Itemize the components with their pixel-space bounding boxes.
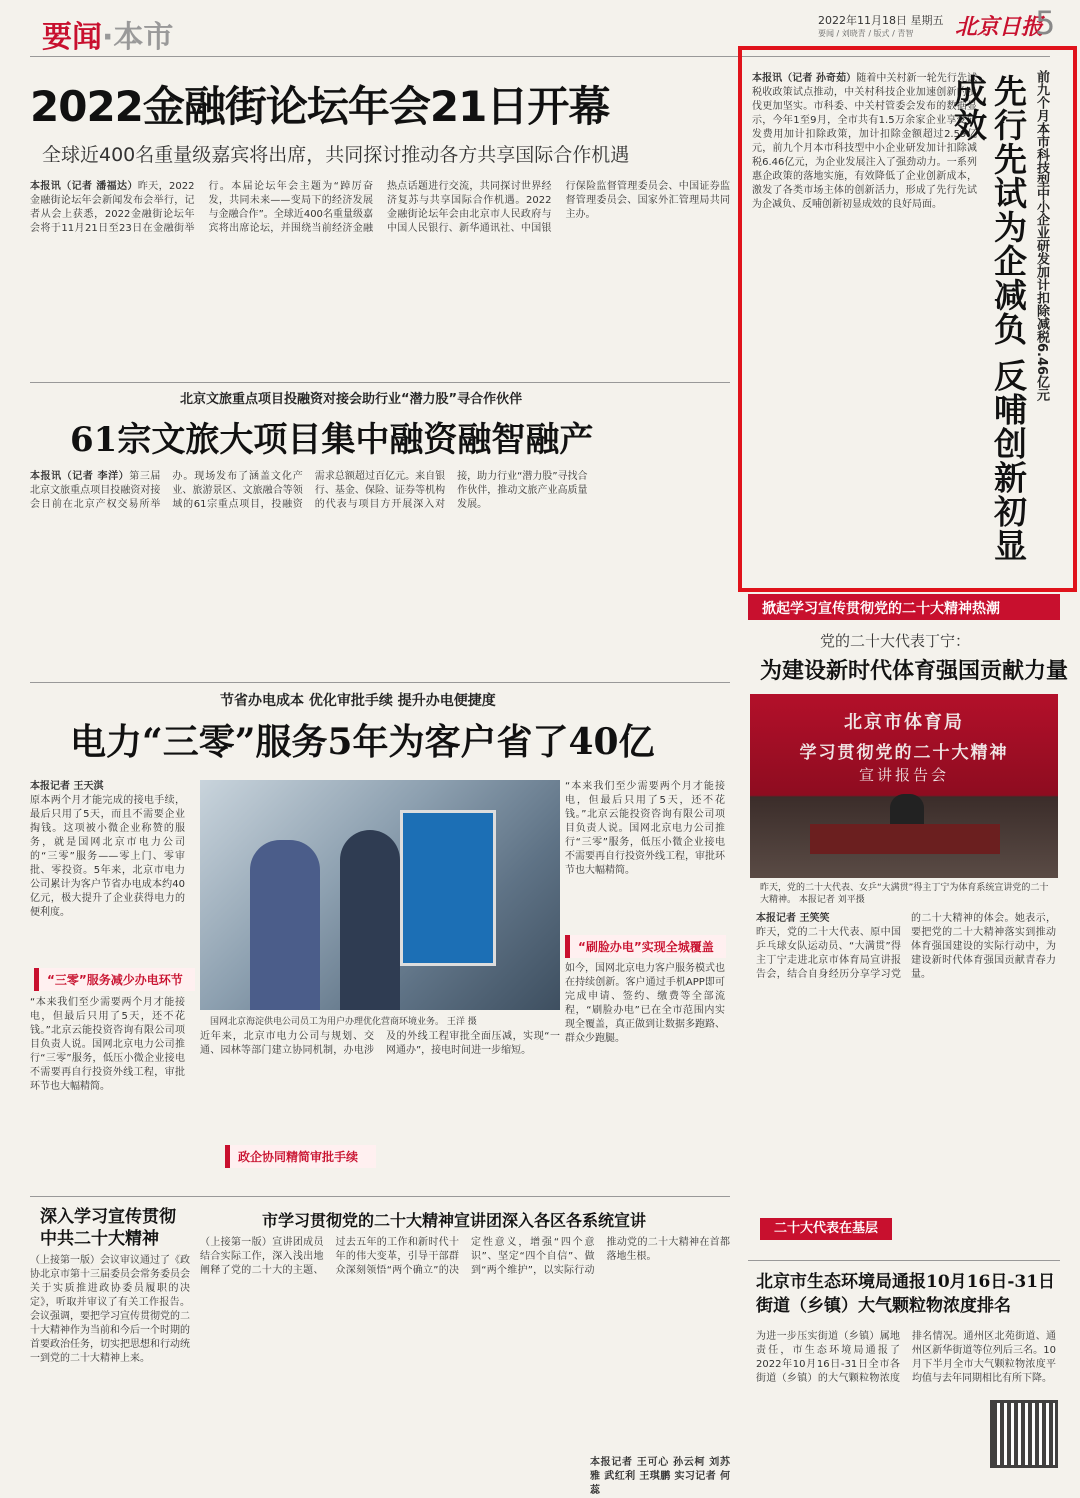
bottom-left-body: （上接第一版）会议审议通过了《政协北京市第十三届委员会常务委员会关于实质推进政协委员履职的决定》，听取并审议了有关工作报告。会议强调，要把学习宣传贯彻党的二十大精神作为当前和今后一个时期的首要政治任务，切实把思想和行动统一到党的二十大精神上来。 — [30, 1255, 190, 1364]
bottom-left-headline: 深入学习宣传贯彻中共二十大精神 — [40, 1207, 176, 1249]
lead-body — [30, 180, 730, 380]
story3-text: 原本两个月才能完成的接电手续，最后只用了5天，而且不需要企业掏钱。这项被小微企业称赞的服务，就是国网北京市电力公司的“三零”服务——零上门、零审批、零投资。5年来，北京市电力公司累计为客户节省办电成本约40亿元，极大提升了企业获得电力的便利度。 — [30, 795, 185, 918]
rule-right — [748, 1260, 1060, 1261]
banner-text: 掀起学习宣传贯彻党的二十大精神热潮 — [762, 601, 1000, 617]
story3-col1 — [30, 780, 185, 960]
lead-deck: 全球近400名重量级嘉宾将出席，共同探讨推动各方共享国际合作机遇 — [42, 144, 630, 166]
bottom-mid-byline: 本报记者 王可心 孙云柯 刘苏雅 武红利 王琪鹏 实习记者 何蕊 — [590, 1457, 730, 1496]
event-photo-caption: 昨天，党的二十大代表、女乒“大满贯”得主丁宁为体育系统宣讲党的二十大精神。 本报记者 刘平摄 — [760, 883, 1049, 905]
right1-title-sub: 前九个月本市科技型中小企业研发加计扣除减税6.46亿元 — [1034, 70, 1049, 402]
story2-kicker: 北京文旅重点项目投融资对接会助行业“潜力股”寻合作伙伴 — [180, 392, 523, 407]
story3-subhead-1: “三零”服务减少办电环节 — [34, 968, 195, 991]
story2-text: 第三届北京文旅重点项目投融资对接会日前在北京产权交易所举办。现场发布了涵盖文化产业、旅游景区、文旅融合等领域的61宗重点项目，投融资需求总额超过百亿元。来自银行、基金、保险、证券等机构的代表与项目方开展深入对接，助力行业“潜力股”寻找合作伙伴，推动文旅产业高质量发展。 — [30, 471, 588, 510]
bottom-mid-headline: 市学习贯彻党的二十大精神宣讲团深入各区各系统宣讲 — [262, 1211, 647, 1230]
event-photo-line3: 宣讲报告会 — [858, 766, 949, 784]
bottom-right-body: 为进一步压实街道（乡镇）属地责任，市生态环境局通报了2022年10月16日-31日全市各街道（乡镇）的大气颗粒物浓度排名情况。通州区北苑街道、通州区新华街道等位列后三名。10月下半月全市大气颗粒物浓度平均值与去年同期相比有所下降。 — [756, 1331, 1056, 1384]
qr-code — [990, 1400, 1058, 1468]
story3-headline: 电力“三零”服务5年为客户省了40亿 — [70, 721, 655, 763]
lead-text: 昨天，2022金融街论坛年会新闻发布会举行，记者从会上获悉，2022金融街论坛年会将于11月21日至23日在金融街举行。本届论坛年会主题为“踔厉奋发，共同未来——变局下的经济发展与金融合作”。全球近400名重量级嘉宾将出席论坛，并围绕当前经济金融热点话题进行交流，共同探讨世界经济复苏与共享国际合作机遇。2022金融街论坛年会由北京市人民政府与中国人民银行、新华通讯社、中国银行保险监督管理委员会、中国证券监督管理委员会、国家外汇管理局共同主办。 — [30, 181, 730, 234]
lead-headline: 2022金融街论坛年会21日开幕 — [30, 82, 610, 131]
story3-subhead-2: “刷脸办电”实现全城覆盖 — [565, 935, 726, 958]
right2-byline: 本报记者 王笑笑 — [756, 913, 830, 924]
story3-subhead-3: 政企协同精简审批手续 — [225, 1145, 376, 1168]
photo-person-left — [250, 840, 320, 1010]
photo-screen — [400, 810, 496, 966]
story3-col1b: “本来我们至少需要两个月才能接电，但最后只用了5天，还不花钱。”北京云能投资咨询有限公司项目负责人说。国网北京电力公司推行“三零”服务，低压小微企业接电不需要再自行投资外线工程，审批环节也大幅精简。 — [30, 997, 185, 1092]
right1-text: 随着中关村新一轮先行先试税收政策试点推动，中关村科技企业加速创新的步伐更加坚实。市科委、中关村管委会发布的数据显示，今年1至9月，全市共有1.5万余家企业享受研发费用加计扣除政策，加计扣除金额超过2.59亿元，前九个月本市科技型中小企业研发加计扣除减税6.46亿元，为企业发展注入了强劲动力。一系列惠企政策的落地实施，有效降低了企业创新成本，激发了各类市场主体的创新活力，形成了先行先试为企减负、反哺创新初显成效的良好局面。 — [752, 73, 978, 210]
rule-story2 — [30, 682, 730, 683]
campaign-banner — [748, 594, 1060, 620]
story3-col2b — [200, 1170, 560, 1190]
photo-caption: 国网北京海淀供电公司员工为用户办理优化营商环境业务。 王洋 摄 — [210, 1017, 477, 1027]
story3-kicker: 节省办电成本 优化审批手续 提升办电便捷度 — [220, 693, 496, 709]
delegate-tag: 二十大代表在基层 — [760, 1218, 892, 1240]
page-number: 5 — [1035, 4, 1056, 42]
story3-col2: 近年来，北京市电力公司与规划、交通、园林等部门建立协同机制，办电涉及的外线工程审批全面压减，实现“一网通办”，接电时间进一步缩短。 — [200, 1031, 560, 1056]
story3-byline: 本报记者 王天淇 — [30, 781, 104, 792]
bottom-mid-body: （上接第一版）宣讲团成员结合实际工作，深入浅出地阐释了党的二十大的主题、过去五年的工作和新时代十年的伟大变革，引导干部群众深刻领悟“两个确立”的决定性意义，增强“四个意识”、坚定“四个自信”、做到“两个维护”，以实际行动推动党的二十大精神在首都落地生根。 — [200, 1237, 730, 1276]
issue-meta: 要闻 / 刘晓青 / 版式 / 青智 — [818, 29, 914, 38]
event-photo-podium — [810, 824, 1000, 854]
right2-headline: 为建设新时代体育强国贡献力量 — [760, 658, 1069, 684]
event-photo-line1: 北京市体育局 — [844, 712, 964, 733]
right1-byline: 本报讯（记者 孙奇茹） — [752, 73, 857, 84]
service-hall-photo — [200, 780, 560, 1010]
section-label: 要闻·本市 — [42, 20, 174, 55]
right2-kicker: 党的二十大代表丁宁： — [820, 632, 971, 650]
right2-text: 昨天，党的二十大代表、原中国乒乓球女队运动员、“大满贯”得主丁宁走进北京市体育局宣讲报告会，结合自身经历分享学习党的二十大精神的体会。她表示，要把党的二十大精神落实到推动体育强国建设的实际行动中，为建设新时代体育强国贡献青春力量。 — [756, 913, 1056, 980]
right2-body — [756, 912, 1056, 1212]
story3-col3b: 如今，国网北京电力客户服务模式也在持续创新。客户通过手机APP即可完成申请、签约、缴费等全部流程，“刷脸办电”已在全市范围内实现全覆盖，真正做到让数据多跑路、群众少跑腿。 — [565, 963, 725, 1044]
right1-title-main: 先行先试为企减负 反哺创新初显成效 — [949, 74, 1028, 563]
lead-byline: 本报讯（记者 潘福达） — [30, 181, 138, 192]
rule-story3 — [30, 1196, 730, 1197]
story2-body — [30, 470, 730, 680]
story3-col3 — [565, 780, 725, 930]
event-photo — [750, 694, 1058, 878]
newspaper-logo: 北京日报 — [955, 14, 1044, 40]
story2-byline: 本报讯（记者 李洋） — [30, 471, 130, 482]
story2-headline: 61宗文旅大项目集中融资融智融产 — [70, 420, 594, 460]
photo-person-right — [340, 830, 400, 1010]
event-photo-line2: 学习贯彻党的二十大精神 — [799, 743, 1009, 763]
bottom-right-headline: 北京市生态环境局通报10月16日-31日街道（乡镇）大气颗粒物浓度排名 — [756, 1272, 1056, 1316]
right1-body — [752, 72, 977, 572]
issue-date: 2022年11月18日 星期五 — [818, 14, 944, 27]
rule-lead — [30, 382, 730, 383]
story3-col3-text: “本来我们至少需要两个月才能接电，但最后只用了5天，还不花钱。”北京云能投资咨询有限公司项目负责人说。国网北京电力公司推行“三零”服务，低压小微企业接电不需要再自行投资外线工程，审批环节也大幅精简。 — [565, 781, 725, 876]
